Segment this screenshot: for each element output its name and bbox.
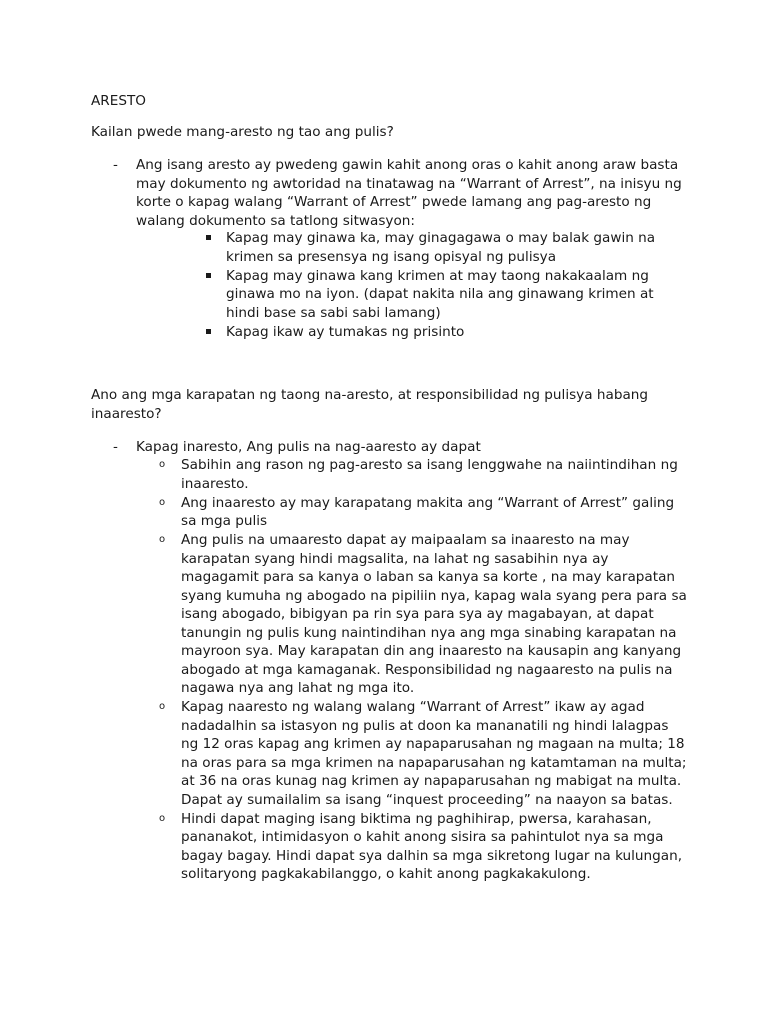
circle-bullet-icon: o (159, 701, 166, 712)
square-bullet-icon (206, 329, 211, 334)
situation-text: Kapag may ginawa ka, may ginagagawa o may balak gawin na krimen sa presensya ng isang opisyal ng pulisya (226, 230, 656, 265)
list-item (158, 456, 688, 493)
right-text: Hindi dapat maging isang biktima ng paghihirap, pwersa, karahasan, pananakot, intimidasyon o kahit anong sisira sa pahintulot nya sa mga bagay bagay. Hindi dapat sya dalhin sa mga sikretong lugar na kulungan, solitaryong pagkakabilanggo, o kahit anong pagkakakulong. (181, 810, 683, 882)
answer-when-arrest-text: Ang isang aresto ay pwedeng gawin kahit anong oras o kahit anong araw basta may dokumento ng awtoridad na tinatawag na “Warrant of Arrest”, na inisyu ng korte o kapag walang “Warrant of Arrest” pwede lamang ang pag-aresto ng walang dokumento sa tatlong sitwasyon: (136, 157, 682, 229)
dash-bullet: - (113, 157, 118, 173)
list-item (203, 229, 678, 266)
right-text: Sabihin ang rason ng pag-aresto sa isang lenggwahe na naiintindihan ng inaaresto. (181, 457, 678, 492)
right-text: Ang inaaresto ay may karapatang makita ang “Warrant of Arrest” galing sa mga pulis (181, 494, 675, 529)
square-bullet-icon (206, 273, 211, 278)
square-bullet-icon (206, 235, 211, 240)
answer-when-arrest (113, 156, 683, 230)
list-item (158, 810, 688, 884)
list-item (158, 698, 688, 809)
answer-rights-text: Kapag inaresto, Ang pulis na nag-aaresto ay dapat (136, 439, 481, 455)
list-item (158, 531, 688, 698)
circle-bullet-icon: o (159, 459, 166, 470)
right-text: Ang pulis na umaaresto dapat ay maipaalam sa inaaresto na may karapatan syang hindi magsalita, na lahat ng sasabihin nya ay magagamit para sa kanya o laban sa kanya sa korte , na may karapatan syang kumuha ng abogado na pipiliin nya, kapag wala syang pera para sa isang abogado, bibigyan pa rin sya para sya ay magabayan, at dapat tanungin ng pulis kung naintindihan nya ang mga sinabing karapatan na mayroon sya. May karapatan din ang inaaresto na kausapin ang kanyang abogado at mga kamaganak. Responsibilidad ng nagaaresto na pulis na nagawa nya ang lahat ng mga ito. (181, 532, 687, 696)
answer-rights (113, 438, 683, 457)
document-title: ARESTO (91, 93, 146, 109)
question-when-arrest: Kailan pwede mang-aresto ng tao ang pulis? (91, 124, 394, 140)
right-text: Kapag naaresto ng walang walang “Warrant of Arrest” ikaw ay agad nadadalhin sa istasyon ng pulis at doon ka mananatili ng hindi lalagpas ng 12 oras kapag ang krimen ay napaparusahan ng magaan na multa; 18 na oras para sa mga krimen na napaparusahan ng katamtaman na multa; at 36 na oras kunag nag krimen ay napaparusahan ng mabigat na multa. Dapat ay sumailalim sa isang “inquest proceeding” na naayon sa batas. (181, 699, 687, 808)
list-item (203, 323, 678, 342)
situation-text: Kapag ikaw ay tumakas ng prisinto (226, 323, 465, 340)
dash-bullet: - (113, 439, 118, 455)
circle-bullet-icon: o (159, 496, 166, 508)
list-item (158, 494, 688, 531)
situation-text: Kapag may ginawa kang krimen at may taong nakakaalam ng ginawa mo na iyon. (dapat nakita nila ang ginawang krimen at hindi base sa sabi sabi lamang) (226, 267, 654, 321)
situations-list (203, 229, 678, 342)
list-item (203, 267, 678, 323)
circle-bullet-icon: o (159, 534, 166, 545)
circle-bullet-icon: o (159, 812, 166, 824)
rights-list (158, 456, 688, 884)
question-rights: Ano ang mga karapatan ng taong na-aresto, at responsibilidad ng pulisya habang inaaresto? (91, 387, 649, 422)
